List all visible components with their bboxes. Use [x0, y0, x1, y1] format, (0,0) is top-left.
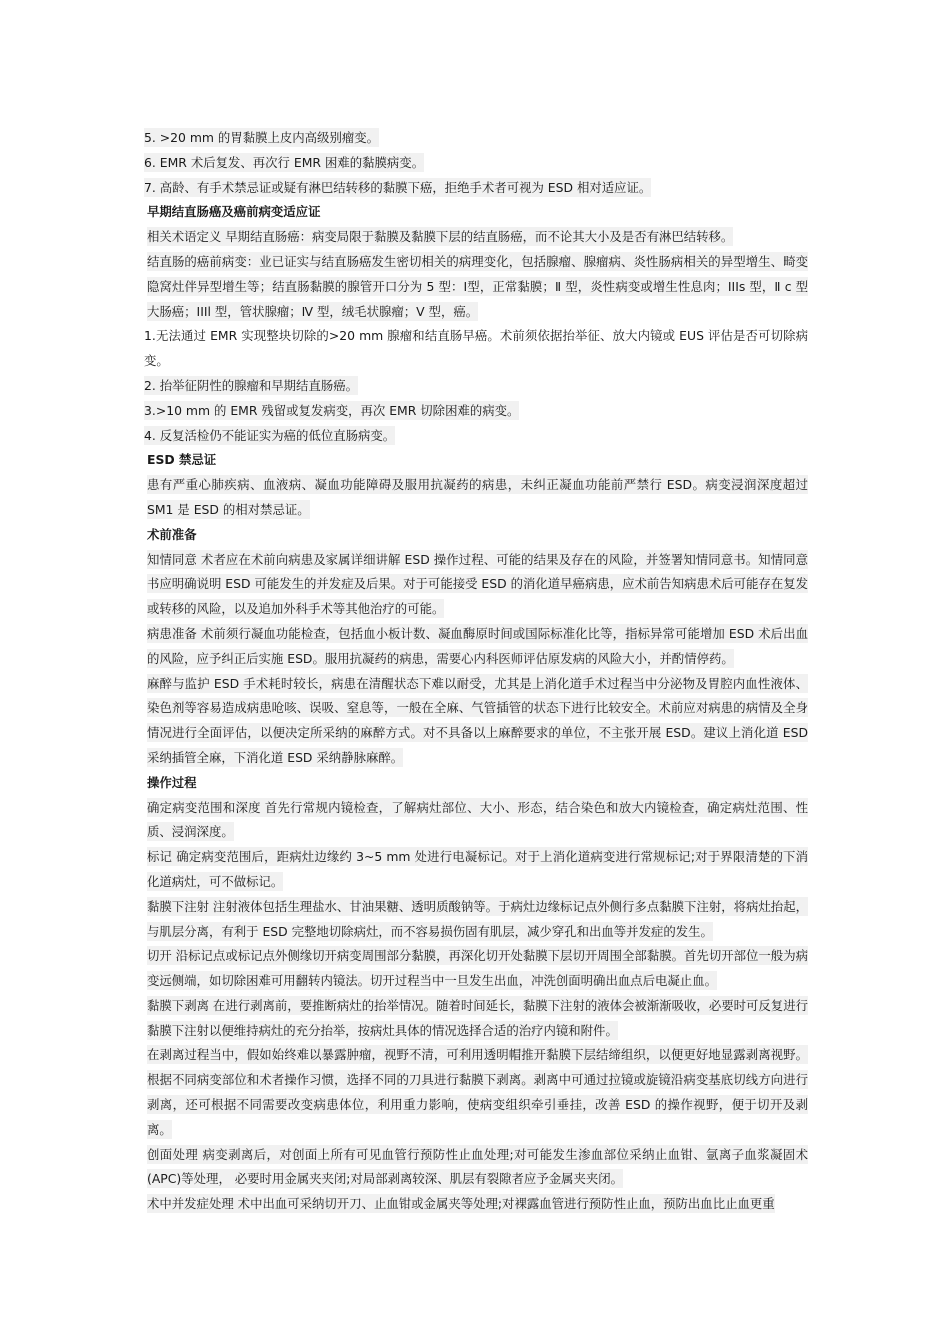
paragraph-text: 切开 沿标记点或标记点外侧缘切开病变周围部分黏膜，再深化切开处黏膜下层切开周围全部黏膜。首先切开部位一般为病变远侧端，如切除困难可用翻转内镜法。切开过程当中一旦发生出血，冲洗创面明确出血点后电凝止血。 [147, 948, 808, 989]
paragraph-text: 患有严重心肺疾病、血液病、凝血功能障碍及服用抗凝药的病患，未纠正凝血功能前严禁行 ESD。病变浸润深度超过 SM1 是 ESD 的相对禁忌证。 [147, 477, 808, 517]
paragraph-text: 黏膜下注射 注射液体包括生理盐水、甘油果糖、透明质酸钠等。于病灶边缘标记点外侧行多点黏膜下注射，将病灶抬起，与肌层分离，有利于 ESD 完整地切除病灶，而不容易损伤固有肌层，减少穿孔和出血等并发症的发生。 [147, 898, 808, 939]
list-item [144, 399, 808, 424]
paragraph [144, 225, 808, 250]
paragraph [144, 796, 808, 846]
paragraph [144, 944, 808, 994]
list-item [144, 151, 808, 176]
paragraph-text: 创面处理 病变剥离后，对创面上所有可见血管行预防性止血处理;对可能发生渗血部位采纳止血钳、氩离子血浆凝固术(APC)等处理， 必要时用金属夹夹闭;对局部剥离较深、肌层有裂隙者应予金属夹夹闭。 [147, 1146, 808, 1187]
list-item [144, 374, 808, 399]
text-line: 7. 高龄、有手术禁忌证或疑有淋巴结转移的黏膜下癌，拒绝手术者可视为 ESD 相对适应证。 [144, 179, 652, 195]
paragraph [144, 1043, 808, 1142]
paragraph [144, 845, 808, 895]
heading-text: ESD 禁忌证 [147, 452, 217, 468]
text-line: 3.>10 mm 的 EMR 残留或复发病变，再次 EMR 切除困难的病变。 [144, 402, 520, 418]
paragraph [144, 895, 808, 945]
text-line: 5. >20 mm 的胃黏膜上皮内高级别瘤变。 [144, 130, 380, 145]
section-heading-contraindications [144, 448, 808, 473]
paragraph-text: 黏膜下剥离 在进行剥离前，要推断病灶的抬举情况。随着时间延长，黏膜下注射的液体会被渐渐吸收，必要时可反复进行黏膜下注射以便维持病灶的充分抬举，按病灶具体的情况选择合适的治疗内镜和附件。 [147, 997, 808, 1038]
paragraph [144, 473, 808, 523]
paragraph [144, 672, 808, 771]
document-page [144, 126, 808, 1217]
paragraph [144, 1143, 808, 1193]
section-heading-procedure [144, 771, 808, 796]
text-line: 4. 反复活检仍不能证实为癌的低位直肠病变。 [144, 427, 396, 443]
heading-text: 早期结直肠癌及癌前病变适应证 [147, 204, 321, 220]
list-item [144, 176, 808, 201]
paragraph-text: 结直肠的癌前病变：业已证实与结直肠癌发生密切相关的病理变化，包括腺瘤、腺瘤病、炎性肠病相关的异型增生、畸变隐窝灶伴异型增生等；结直肠黏膜的腺管开口分为 5 型：Ⅰ型，正常黏膜；Ⅱ 型，炎性病变或增生性息肉；IIIs 型，Ⅱ c 型大肠癌；IIIl 型，管状腺瘤；Ⅳ 型，绒毛状腺瘤；Ⅴ 型，癌。 [147, 253, 808, 319]
paragraph [144, 250, 808, 324]
heading-text: 术前准备 [147, 526, 197, 542]
paragraph [144, 1192, 808, 1217]
list-item [144, 324, 808, 374]
paragraph-text: 术中并发症处理 术中出血可采纳切开刀、止血钳或金属夹等处理;对裸露血管进行预防性止血，预防出血比止血更重 [147, 1196, 775, 1212]
paragraph-text: 标记 确定病变范围后，距病灶边缘约 3~5 mm 处进行电凝标记。对于上消化道病变进行常规标记;对于界限清楚的下消化道病灶，可不做标记。 [147, 849, 808, 889]
paragraph [144, 994, 808, 1044]
paragraph [144, 548, 808, 622]
paragraph-text: 病患准备 术前须行凝血功能检查，包括血小板计数、凝血酶原时间或国际标准化比等，指标异常可能增加 ESD 术后出血的风险，应予纠正后实施 ESD。服用抗凝药的病患，需要心内科医师评估原发病的风险大小，并酌情停药。 [147, 625, 808, 666]
paragraph-text: 1.无法通过 EMR 实现整块切除的>20 mm 腺瘤和结直肠早癌。术前须依据抬举征、放大内镜或 EUS 评估是否可切除病变。 [144, 328, 808, 369]
paragraph [144, 622, 808, 672]
list-item [144, 424, 808, 449]
list-item [144, 126, 808, 151]
section-heading-preparation [144, 523, 808, 548]
text-line: 2. 抬举征阴性的腺瘤和早期结直肠癌。 [144, 377, 359, 393]
paragraph-text: 相关术语定义 早期结直肠癌：病变局限于黏膜及黏膜下层的结直肠癌，而不论其大小及是否有淋巴结转移。 [147, 229, 734, 245]
paragraph-text: 确定病变范围和深度 首先行常规内镜检查，了解病灶部位、大小、形态，结合染色和放大内镜检查，确定病灶范围、性质、浸润深度。 [147, 799, 808, 840]
paragraph-text: 在剥离过程当中，假如始终难以暴露肿瘤，视野不清，可利用透明帽推开黏膜下层结缔组织，以便更好地显露剥离视野。 根据不同病变部位和术者操作习惯，选择不同的刀具进行黏膜下剥离。剥离中可通过拉镜或旋镜沿病变基底切线方向进行剥离，还可根据不同需要改变病患体位，利用重力影响，使病变组织牵引垂挂，改善 ESD 的操作视野，便于切开及剥离。 [147, 1047, 808, 1137]
paragraph-text: 知情同意 术者应在术前向病患及家属详细讲解 ESD 操作过程、可能的结果及存在的风险，并签署知情同意书。知情同意书应明确说明 ESD 可能发生的并发症及后果。对于可能接受 ESD 的消化道早癌病患，应术前告知病患术后可能存在复发或转移的风险，以及追加外科手术等其他治疗的可能。 [147, 551, 808, 617]
paragraph-text: 麻醉与监护 ESD 手术耗时较长，病患在清醒状态下难以耐受，尤其是上消化道手术过程当中分泌物及胃腔内血性液体、染色剂等容易造成病患呛咳、误吸、窒息等，一般在全麻、气管插管的状态下进行比较安全。术前应对病患的病情及全身情况进行全面评估，以便决定所采纳的麻醉方式。对不具备以上麻醉要求的单位，不主张开展 ESD。建议上消化道 ESD 采纳插管全麻，下消化道 ESD 采纳静脉麻醉。 [147, 675, 808, 765]
section-heading-colorectal-indications [144, 200, 808, 225]
text-line: 6. EMR 术后复发、再次行 EMR 困难的黏膜病变。 [144, 154, 425, 170]
heading-text: 操作过程 [147, 774, 197, 790]
